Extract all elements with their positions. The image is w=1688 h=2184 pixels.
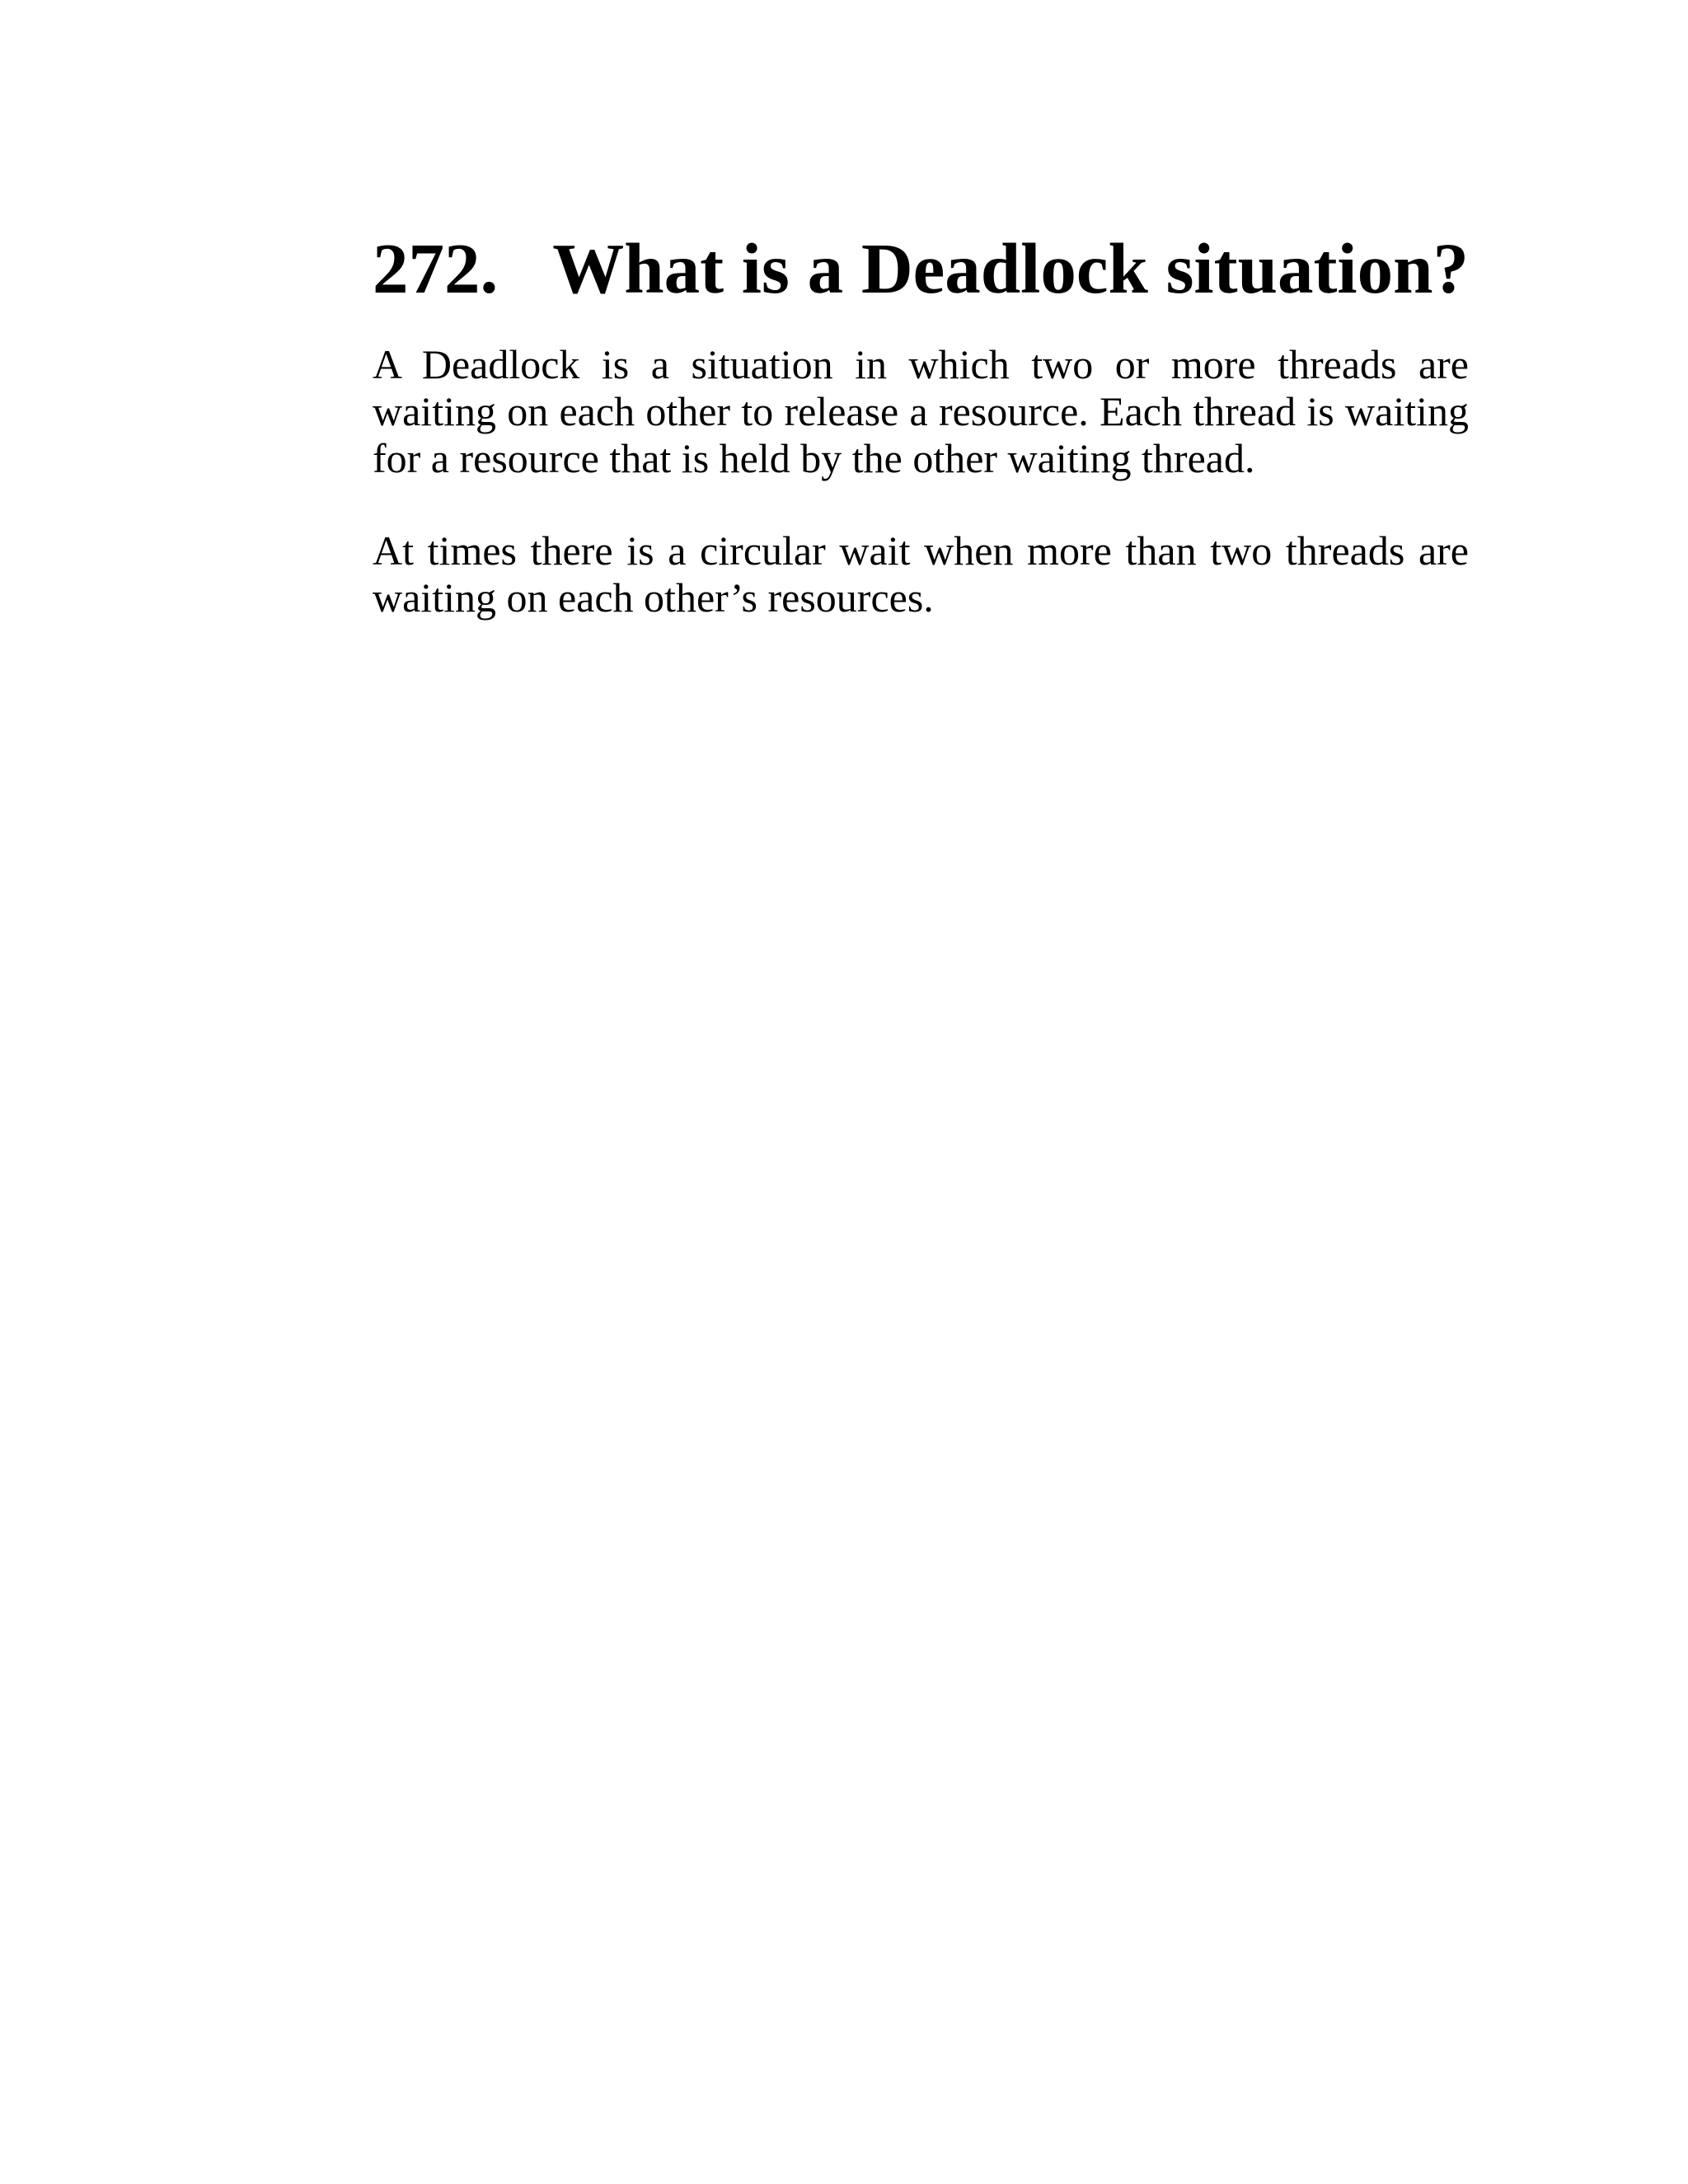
question-title: What is a Deadlock situation? bbox=[552, 228, 1469, 308]
question-number: 272. bbox=[373, 228, 499, 308]
answer-paragraph: At times there is a circular wait when more than two threads are waiting on each other’s resources. bbox=[373, 527, 1469, 621]
answer-paragraph: A Deadlock is a situation in which two or more threads are waiting on each other to release a resource. Each thread is waiting for a resource that is held by the other waiting thread. bbox=[373, 341, 1469, 481]
question-section bbox=[373, 227, 1469, 621]
question-heading bbox=[373, 227, 1469, 310]
